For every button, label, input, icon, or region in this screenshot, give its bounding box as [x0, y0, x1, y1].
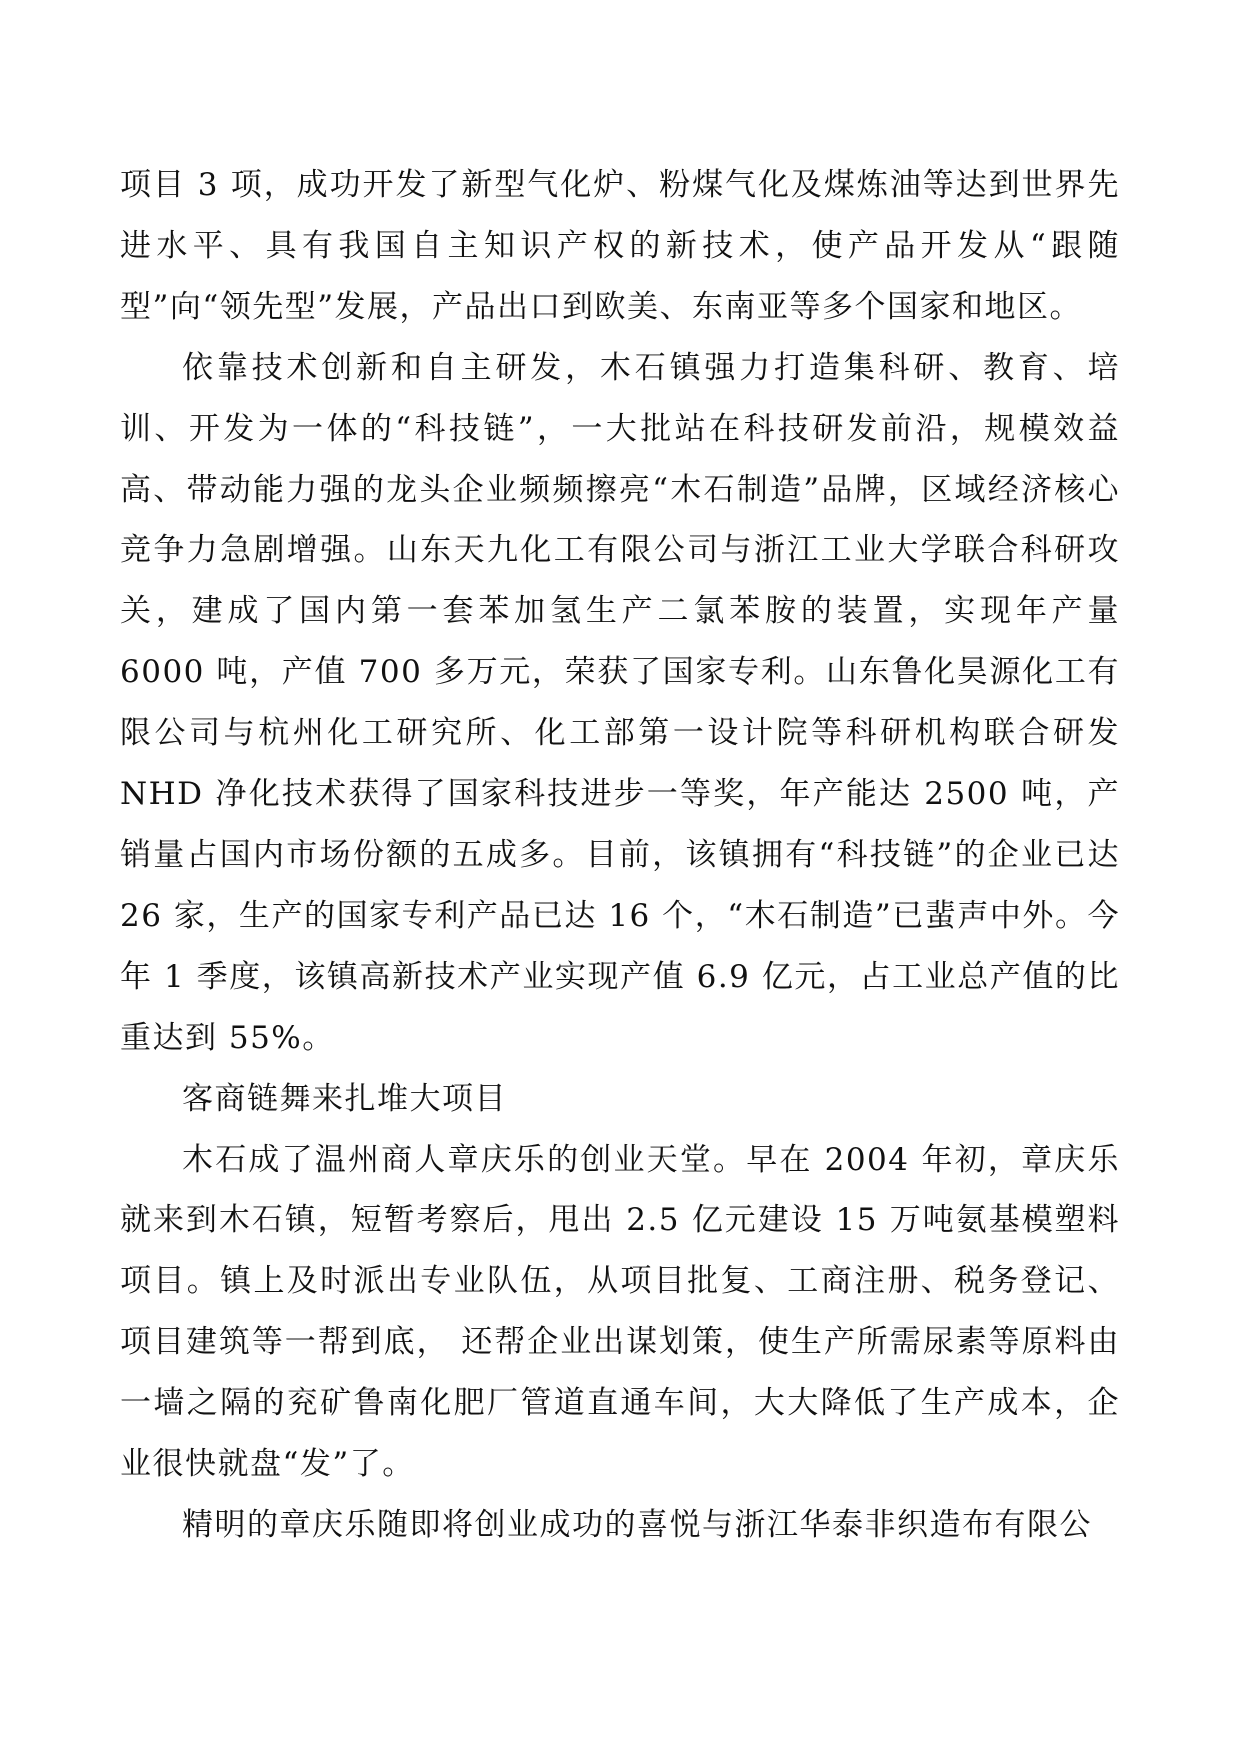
document-body [120, 155, 1120, 1556]
paragraph-project-results: 项目 3 项，成功开发了新型气化炉、粉煤气化及煤炼油等达到世界先进水平、具有我国自主知识产权的新技术，使产品开发从“跟随型”向“领先型”发展，产品出口到欧美、东南亚等多个国家和地区。 [120, 167, 1120, 325]
section-heading-investor-chain: 客商链舞来扎堆大项目 [182, 1080, 507, 1117]
paragraph-wenzhou-merchant: 木石成了温州商人章庆乐的创业天堂。早在 2004 年初，章庆乐就来到木石镇，短暂考察后，甩出 2.5 亿元建设 15 万吨氨基模塑料项目。镇上及时派出专业队伍，从项目批复、工商注册、税务登记、项目建筑等一帮到底， 还帮企业出谋划策，使生产所需尿素等原料由一墙之隔的兖矿鲁南化肥厂管道直通车间，大大降低了生产成本，企业很快就盘“发”了。 [120, 1141, 1120, 1483]
paragraph-continuation: 精明的章庆乐随即将创业成功的喜悦与浙江华泰非织造布有限公 [182, 1506, 1092, 1543]
paragraph-tech-chain: 依靠技术创新和自主研发，木石镇强力打造集科研、教育、培训、开发为一体的“科技链”，一大批站在科技研发前沿，规模效益高、带动能力强的龙头企业频频擦亮“木石制造”品牌，区域经济核心竞争力急剧增强。山东天九化工有限公司与浙江工业大学联合科研攻关，建成了国内第一套苯加氢生产二氯苯胺的装置，实现年产量 6000 吨，产值 700 多万元，荣获了国家专利。山东鲁化昊源化工有限公司与杭州化工研究所、化工部第一设计院等科研机构联合研发 NHD 净化技术获得了国家科技进步一等奖，年产能达 2500 吨，产销量占国内市场份额的五成多。目前，该镇拥有“科技链”的企业已达 26 家，生产的国家专利产品已达 16 个，“木石制造”已蜚声中外。今年 1 季度，该镇高新技术产业实现产值 6.9 亿元，占工业总产值的比重达到 55%。 [120, 349, 1120, 1056]
